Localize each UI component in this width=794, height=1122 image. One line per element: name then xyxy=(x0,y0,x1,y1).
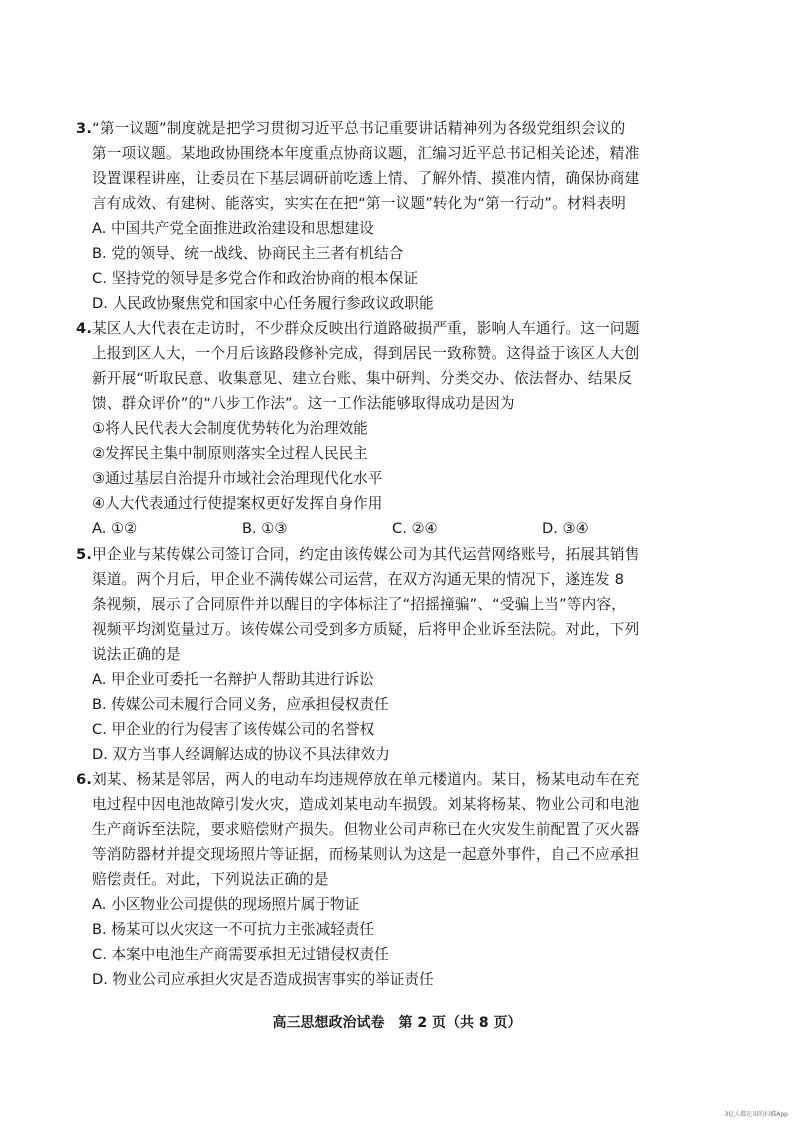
options-row xyxy=(92,516,712,541)
question-stem-line: 新开展“听取民意、收集意见、建立台账、集中研判、分类交办、依法督办、结果反 xyxy=(92,370,633,387)
question-stem-line: 等消防器材并提交现场照片等证据，而杨某则认为这是一起意外事件，自己不应承担 xyxy=(92,846,640,863)
question-stem-line: 上报到区人大，一个月后该路段修补完成，得到居民一致称赞。这得益于该区人大创 xyxy=(92,345,640,362)
option-d: D. 物业公司应承担火灾是否造成损害事实的举证责任 xyxy=(92,971,434,988)
question-stem-line: 4.某区人大代表在走访时，不少群众反映出行道路破损严重，影响人车通行。这一问题 xyxy=(76,320,640,337)
statement-2: ②发挥民主集中制原则落实全过程人民民主 xyxy=(92,445,368,462)
option-c: C. 坚持党的领导是多党合作和政治协商的根本保证 xyxy=(92,270,418,287)
option-c: C. ②④ xyxy=(392,520,438,537)
option-d: D. 人民政协聚焦党和国家中心任务履行参政议政职能 xyxy=(92,295,434,312)
question-6 xyxy=(76,767,712,992)
option-a: A. 中国共产党全面推进政治建设和思想建设 xyxy=(92,220,374,237)
question-5 xyxy=(76,542,712,767)
question-number: 6. xyxy=(76,771,93,788)
option-b: B. ①③ xyxy=(242,520,288,537)
question-stem-line: 6.刘某、杨某是邻居，两人的电动车均违规停放在单元楼道内。某日，杨某电动车在充 xyxy=(76,771,640,788)
question-number: 5. xyxy=(76,546,93,563)
option-a: A. ①② xyxy=(92,520,138,537)
question-stem-line: 设置课程讲座，让委员在下基层调研前吃透上情、了解外情、摸准内情，确保协商建 xyxy=(92,170,640,187)
question-stem-line: 第一项议题。某地政协围绕本年度重点协商议题，汇编习近平总书记相关论述，精准 xyxy=(92,145,640,162)
question-stem-line: 赔偿责任。对此，下列说法正确的是 xyxy=(92,871,329,888)
question-4 xyxy=(76,316,712,541)
page-footer: 高三思想政治试卷 第 2 页（共 8 页） xyxy=(272,1015,522,1031)
option-b: B. 党的领导、统一战线、协商民主三者有机结合 xyxy=(92,245,404,262)
scanner-watermark: 3亿人都在用的扫描App xyxy=(724,1111,788,1118)
statement-3: ③通过基层自治提升市域社会治理现代化水平 xyxy=(92,470,383,487)
question-stem-line: 电过程中因电池故障引发火灾，造成刘某电动车损毁。刘某将杨某、物业公司和电池 xyxy=(92,796,640,813)
question-stem-line: 视频平均浏览量过万。该传媒公司受到多方质疑，后将甲企业诉至法院。对此，下列 xyxy=(92,621,640,638)
option-c: C. 本案中电池生产商需要承担无过错侵权责任 xyxy=(92,946,389,963)
question-stem-line: 生产商诉至法院，要求赔偿财产损失。但物业公司声称已在火灾发生前配置了灭火器 xyxy=(92,821,640,838)
option-c: C. 甲企业的行为侵害了该传媒公司的名誉权 xyxy=(92,721,375,738)
question-stem-line: 说法正确的是 xyxy=(92,646,181,663)
question-stem-line: 馈、群众评价”的“八步工作法”。这一工作法能够取得成功是因为 xyxy=(92,395,515,412)
statement-4: ④人大代表通过行使提案权更好发挥自身作用 xyxy=(92,495,383,512)
option-d: D. 双方当事人经调解达成的协议不具法律效力 xyxy=(92,746,390,763)
option-d: D. ③④ xyxy=(542,520,589,537)
question-3 xyxy=(76,116,712,316)
option-b: B. 传媒公司未履行合同义务，应承担侵权责任 xyxy=(92,696,389,713)
question-number: 4. xyxy=(76,320,93,337)
question-stem-line: 渠道。两个月后，甲企业不满传媒公司运营，在双方沟通无果的情况下，遂连发 8 xyxy=(92,571,625,588)
question-stem-line: 言有成效、有建树、能落实，实实在在把“第一议题”转化为“第一行动”。材料表明 xyxy=(92,195,627,212)
question-stem-line: 条视频，展示了合同原件并以醒目的字体标注了“招摇撞骗”、“受骗上当”等内容， xyxy=(92,596,627,613)
option-a: A. 小区物业公司提供的现场照片属于物证 xyxy=(92,896,360,913)
question-stem-line: 5.甲企业与某传媒公司签订合同，约定由该传媒公司为其代运营网络账号，拓展其销售 xyxy=(76,546,640,563)
option-b: B. 杨某可以火灾这一不可抗力主张减轻责任 xyxy=(92,921,374,938)
statement-1: ①将人民代表大会制度优势转化为治理效能 xyxy=(92,420,368,437)
question-number: 3. xyxy=(76,120,93,137)
question-stem-line: 3.“第一议题”制度就是把学习贯彻习近平总书记重要讲话精神列为各级党组织会议的 xyxy=(76,120,626,137)
option-a: A. 甲企业可委托一名辩护人帮助其进行诉讼 xyxy=(92,671,374,688)
